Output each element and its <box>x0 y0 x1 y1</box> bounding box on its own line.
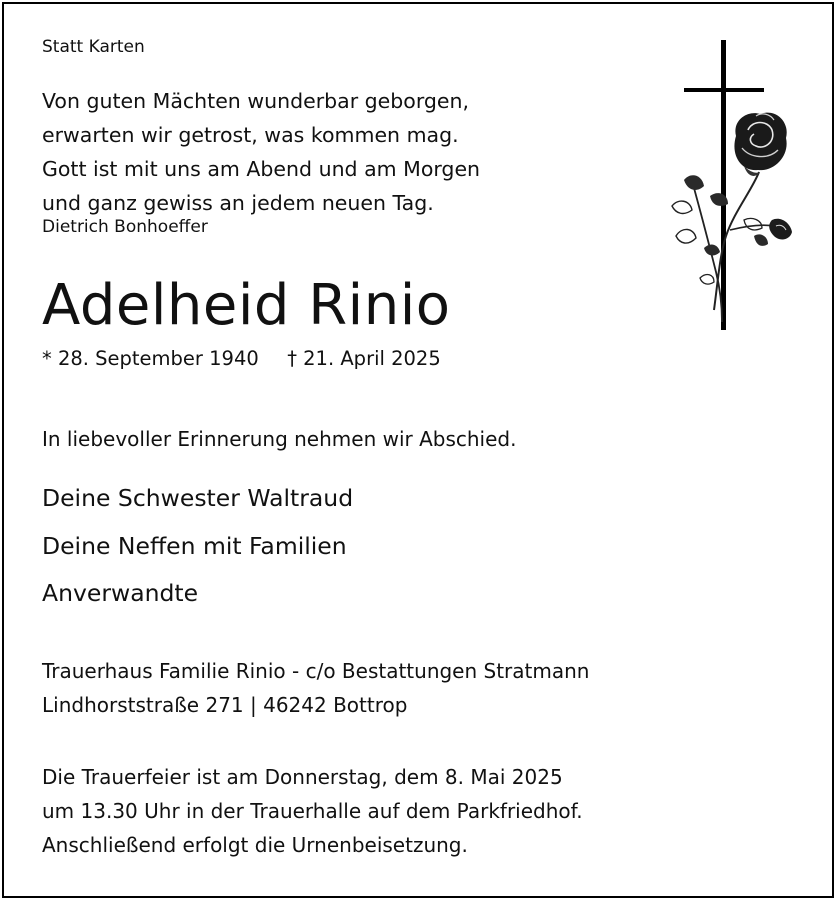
farewell-text: In liebevoller Erinnerung nehmen wir Abschied. <box>42 427 517 451</box>
ceremony-line: Die Trauerfeier ist am Donnerstag, dem 8. Mai 2025 <box>42 765 563 789</box>
rose-bud <box>769 219 792 240</box>
poem-line: und ganz gewiss an jedem neuen Tag. <box>42 191 434 215</box>
rose-bloom <box>734 113 786 176</box>
death-date: † 21. April 2025 <box>287 347 441 370</box>
cross-vertical-beam <box>721 40 726 330</box>
address-line: Trauerhaus Familie Rinio - c/o Bestattungen Stratmann <box>42 659 590 683</box>
poem <box>42 84 480 220</box>
birth-date: * 28. September 1940 <box>42 347 259 370</box>
ceremony-line: Anschließend erfolgt die Urnenbeisetzung. <box>42 833 468 857</box>
cross-with-rose-icon <box>664 40 804 336</box>
deceased-name: Adelheid Rinio <box>42 273 451 338</box>
poem-line: Gott ist mit uns am Abend und am Morgen <box>42 157 481 181</box>
poem-author: Dietrich Bonhoeffer <box>42 217 208 237</box>
address-line: Lindhorststraße 271 | 46242 Bottrop <box>42 693 408 717</box>
rose-stem <box>694 188 722 322</box>
ceremony-info <box>42 760 583 862</box>
mourner-line: Deine Schwester Waltraud <box>42 484 354 512</box>
mourner-line: Anverwandte <box>42 579 199 607</box>
cross-horizontal-beam <box>684 88 764 92</box>
poem-line: erwarten wir getrost, was kommen mag. <box>42 123 459 147</box>
ceremony-line: um 13.30 Uhr in der Trauerhalle auf dem Parkfriedhof. <box>42 799 583 823</box>
mourner-line: Deine Neffen mit Familien <box>42 532 347 560</box>
statt-karten-label: Statt Karten <box>42 37 145 57</box>
rose-stem <box>714 172 759 310</box>
poem-line: Von guten Mächten wunderbar geborgen, <box>42 89 470 113</box>
life-dates <box>42 347 441 370</box>
mourning-address <box>42 654 589 722</box>
